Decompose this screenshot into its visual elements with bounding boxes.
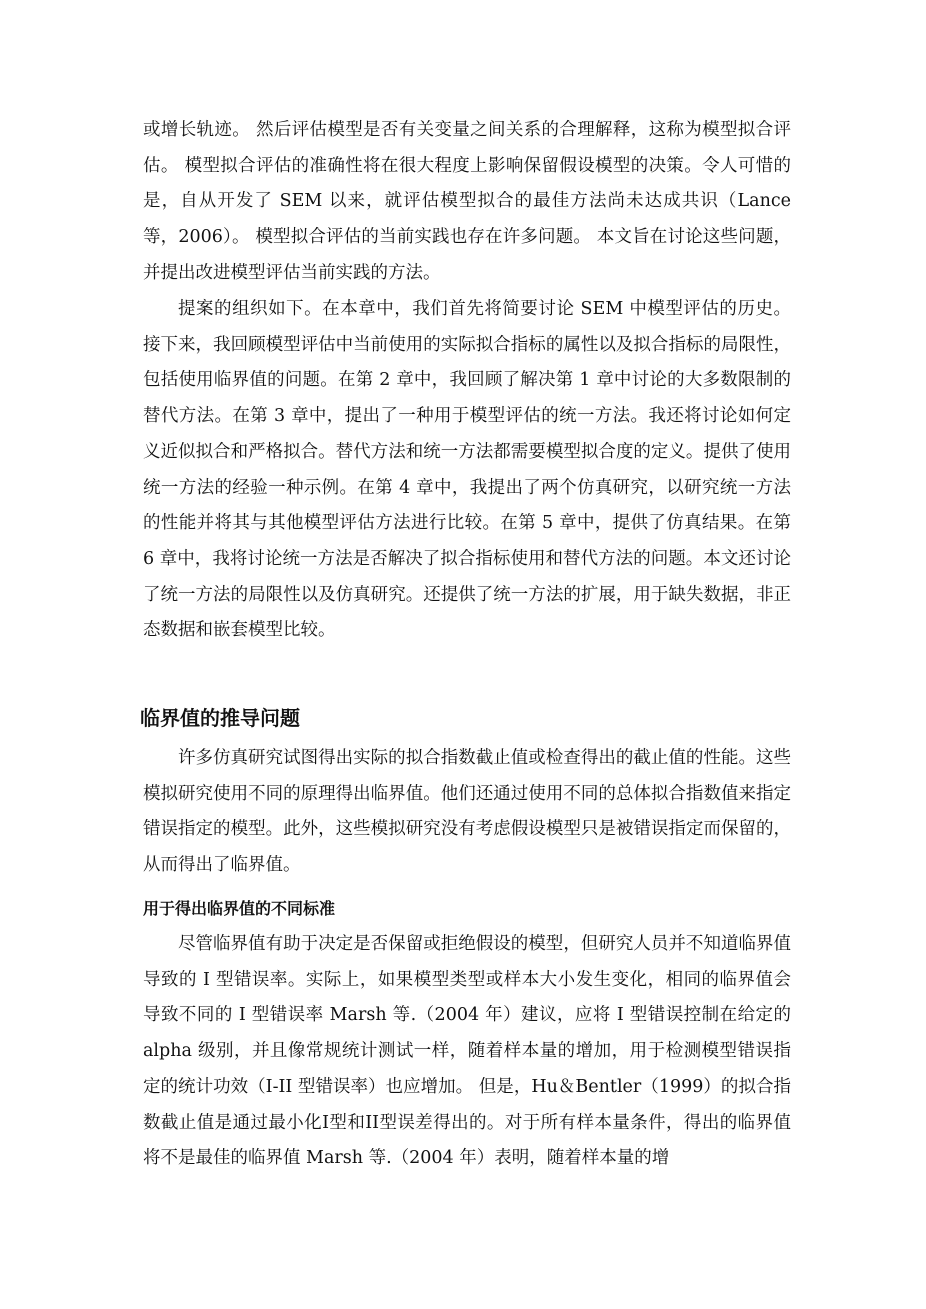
subsection-heading: 用于得出临界值的不同标准 (143, 899, 336, 918)
paragraph-cutoff-criteria: 尽管临界值有助于决定是否保留或拒绝假设的模型，但研究人员并不知道临界值导致的 I 型错误率。实际上，如果模型类型或样本大小发生变化，相同的临界值会导致不同的 I 型错误率 Marsh 等.（2004 年）建议，应将 I 型错误控制在给定的 alpha 级别，并且像常规统计测试一样，随着样本量的增加，用于检测模型错误指定的统计功效（I-II 型错误率）也应增加。 但是，Hu＆Bentler（1999）的拟合指数截止值是通过最小化I型和II型误差得出的。对于所有样本量条件，得出的临界值将不是最佳的临界值 Marsh 等.（2004 年）表明，随着样本量的增 (143, 934, 791, 1169)
paragraph-model-fit-intro: 或增长轨迹。 然后评估模型是否有关变量之间关系的合理解释，这称为模型拟合评估。 模型拟合评估的准确性将在很大程度上影响保留假设模型的决策。令人可惜的是，自从开发了 SEM 以来，就评估模型拟合的最佳方法尚未达成共识（Lance 等，2006）。 模型拟合评估的当前实践也存在许多问题。 本文旨在讨论这些问题，并提出改进模型评估当前实践的方法。 (143, 120, 791, 283)
section-heading: 临界值的推导问题 (140, 706, 300, 730)
paragraph-proposal-organization: 提案的组织如下。在本章中，我们首先将简要讨论 SEM 中模型评估的历史。接下来，我回顾模型评估中当前使用的实际拟合指标的属性以及拟合指标的局限性，包括使用临界值的问题。在第 2 章中，我回顾了解决第 1 章中讨论的大多数限制的替代方法。在第 3 章中，提出了一种用于模型评估的统一方法。我还将讨论如何定义近似拟合和严格拟合。替代方法和统一方法都需要模型拟合度的定义。提供了使用统一方法的经验一种示例。在第 4 章中，我提出了两个仿真研究，以研究统一方法的性能并将其与其他模型评估方法进行比较。在第 5 章中，提供了仿真结果。在第 6 章中，我将讨论统一方法是否解决了拟合指标使用和替代方法的问题。本文还讨论了统一方法的局限性以及仿真研究。还提供了统一方法的扩展，用于缺失数据，非正态数据和嵌套模型比较。 (143, 299, 791, 641)
paragraph-cutoff-simulation: 许多仿真研究试图得出实际的拟合指数截止值或检查得出的截止值的性能。这些模拟研究使用不同的原理得出临界值。他们还通过使用不同的总体拟合指数值来指定错误指定的模型。此外，这些模拟研究没有考虑假设模型只是被错误指定而保留的，从而得出了临界值。 (143, 748, 791, 876)
